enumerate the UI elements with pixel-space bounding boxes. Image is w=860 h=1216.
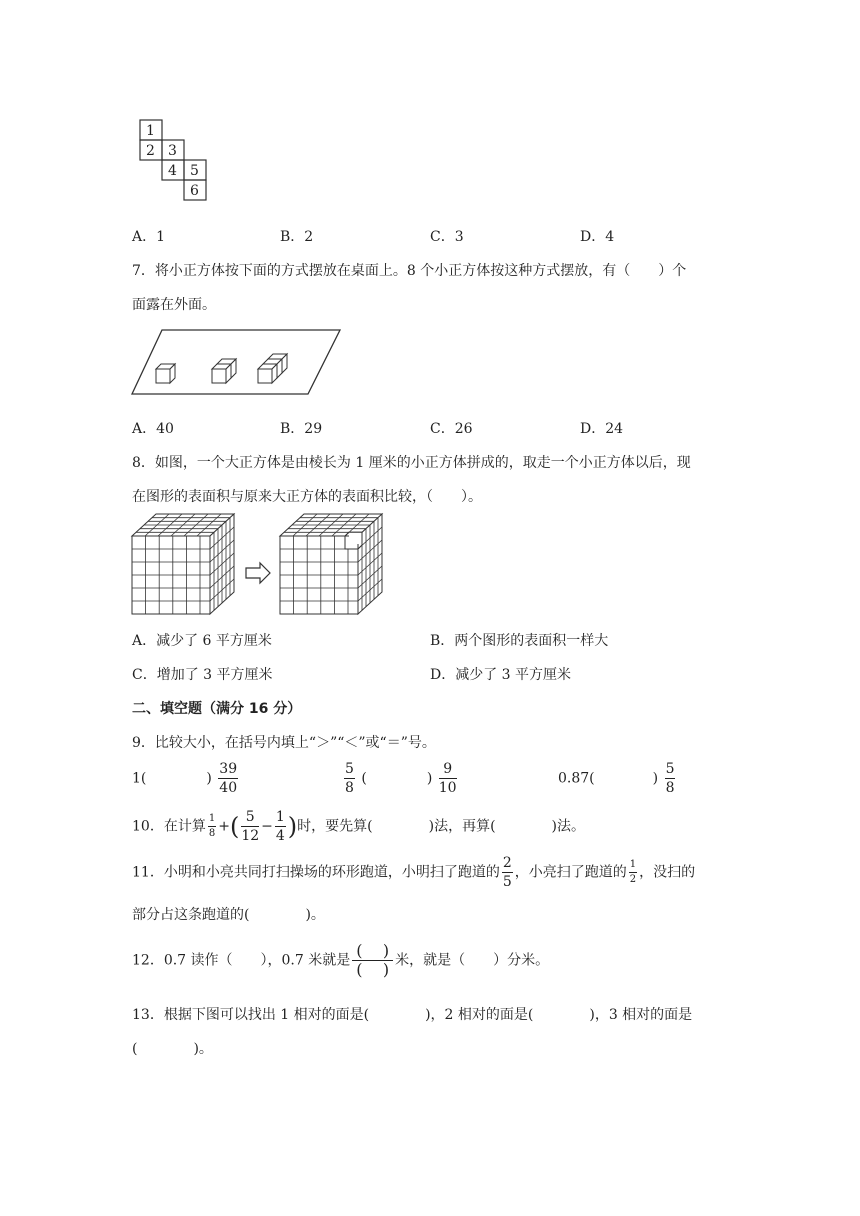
plus-sign: + (218, 818, 230, 835)
q9-item1-right: ) (206, 770, 212, 787)
q7-option-a: A．40 (132, 421, 174, 437)
cube-net-figure (138, 118, 214, 204)
q11-part1: 11．小明和小亮共同打扫操场的环形跑道，小明扫了跑道的 (132, 864, 500, 881)
q6-option-b: B．2 (280, 229, 314, 245)
q10-suffix: 时，要先算( )法，再算( )法。 (297, 818, 586, 835)
fraction: $\frac{5}{12}$ (241, 809, 260, 844)
fraction: $\frac{9}{10}$ (438, 761, 457, 796)
q7-option-b: B．29 (280, 421, 323, 437)
q8-text-line2: 在图形的表面积与原来大正方体的表面积比较，（ ）。 (132, 489, 482, 505)
q8-option-c: C．增加了 3 平方厘米 (132, 667, 273, 683)
net-number: 3 (168, 143, 177, 159)
q9-item-1 (132, 762, 240, 795)
q9-item3-right: ) (652, 770, 659, 787)
q7-option-d: D．24 (580, 421, 624, 437)
q13-line1: 13．根据下图可以找出 1 相对的面是( )，2 相对的面是( )，3 相对的面是 (132, 1007, 693, 1023)
q9-item2-paren-close: ) (426, 770, 433, 787)
q9-item3-left: 0.87( (558, 770, 595, 787)
q10-prefix: 10．在计算 (132, 818, 206, 835)
q9-item2-paren: ( (361, 770, 367, 787)
q9-item-2 (342, 762, 459, 795)
q11-line1 (132, 856, 695, 889)
net-number: 5 (190, 163, 199, 179)
fraction: $\frac{5}{8}$ (345, 761, 354, 796)
fraction: $\frac{1}{4}$ (275, 809, 285, 844)
q11-part3: ，没扫的 (639, 864, 696, 881)
q9-item1-left: 1( (132, 770, 147, 787)
fraction: $\frac{2}{5}$ (502, 855, 512, 890)
q8-option-a: A．减少了 6 平方厘米 (132, 633, 272, 649)
fraction: $\frac{1}{2}$ (629, 859, 637, 885)
net-number: 1 (146, 123, 155, 139)
fraction: $\frac{1}{8}$ (208, 813, 216, 839)
q12-part2: 米，就是（ ）分米。 (395, 952, 550, 969)
q6-option-d: D．4 (580, 229, 615, 245)
fraction: $\frac{39}{40}$ (219, 761, 238, 796)
q12-text (132, 942, 549, 979)
q7-text-line2: 面露在外面。 (132, 297, 216, 313)
q8-option-b: B．两个图形的表面积一样大 (430, 633, 609, 649)
q11-part2: ，小亮扫了跑道的 (514, 864, 627, 881)
q9-text: 9．比较大小，在括号内填上“＞”“＜”或“＝”号。 (132, 735, 436, 751)
q6-option-a: A．1 (132, 229, 166, 245)
q6-option-c: C．3 (430, 229, 464, 245)
q7-option-c: C．26 (430, 421, 473, 437)
net-number: 6 (190, 183, 199, 199)
q9-item-3 (558, 762, 677, 795)
net-number: 4 (168, 163, 177, 179)
minus-sign: − (261, 818, 273, 835)
q8-text-line1: 8．如图，一个大正方体是由棱长为 1 厘米的小正方体拼成的，取走一个小正方体以后，现 (132, 455, 691, 471)
q12-part1: 12．0.7 读作（ ），0.7 米就是 (132, 952, 351, 969)
fraction: $\frac{5}{8}$ (665, 761, 675, 796)
q10-text: 10．在计算 $\frac{1}{8}$ +( $\frac{5}{12}$ − $\frac{1}{4}$ )时，要先算( )法，再算( )法。 (132, 809, 586, 844)
blank-fraction[interactable]: $\frac{( )}{( )}$ (352, 942, 393, 979)
q7-text-line1: 7．将小正方体按下面的方式摆放在桌面上。8 个小正方体按这种方式摆放，有（ ）个 (132, 263, 687, 279)
section-title: 二、填空题（满分 16 分） (132, 701, 302, 717)
q8-option-d: D．减少了 3 平方厘米 (430, 667, 572, 683)
cubes-on-table-figure (130, 328, 342, 398)
net-number: 2 (146, 143, 155, 159)
cube-removal-figure (130, 512, 390, 618)
q11-line2: 部分占这条跑道的( )。 (132, 907, 325, 923)
q13-line2: ( )。 (132, 1041, 213, 1057)
